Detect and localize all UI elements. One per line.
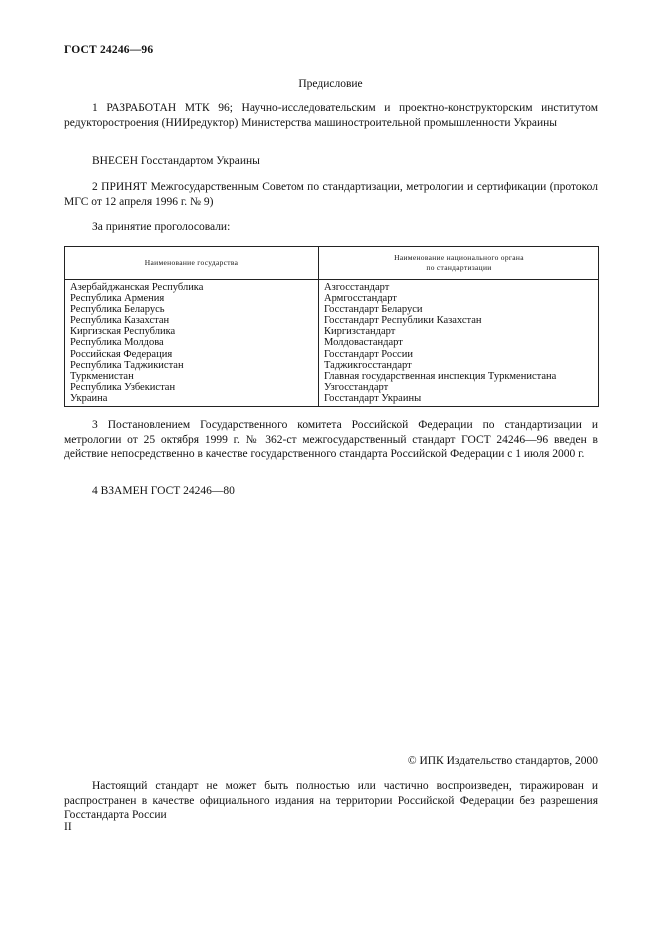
state-cell: Азербайджанская Республика xyxy=(70,282,204,293)
table-header-divider xyxy=(65,279,598,280)
national-body-cell: Госстандарт Республики Казахстан xyxy=(324,315,482,327)
introduced-by: ВНЕСЕН Госстандартом Украины xyxy=(92,155,260,167)
reproduction-notice: Настоящий стандарт не может быть полностью или частично воспроизведен, тиражирован и распространен в качестве официального издания на территории Российской Федерации без разрешения Госстандарта России xyxy=(64,780,598,821)
section-title: Предисловие xyxy=(298,78,363,90)
voted-intro: За принятие проголосовали: xyxy=(92,221,231,233)
state-cell: Республика Беларусь xyxy=(70,304,165,316)
item-2-adopted: 2 ПРИНЯТ Межгосударственным Советом по стандартизации, метрологии и сертификации (протокол МГС от 12 апреля 1996 г. № 9) xyxy=(64,181,598,208)
national-body-cell: Госстандарт Беларуси xyxy=(324,304,423,316)
item-3-enacted: 3 Постановлением Государственного комитета Российской Федерации по стандартизации и метрологии от 25 октября 1999 г. № 362-ст межгосударственный стандарт ГОСТ 24246—96 введен в действие непосредственно в качестве государственного стандарта Российской Федерации с 1 июля 2000 г. xyxy=(64,419,598,460)
national-body-cell: Узгосстандарт xyxy=(324,381,389,393)
state-cell: Киргизская Республика xyxy=(70,326,176,338)
table-header-state xyxy=(65,247,318,279)
national-body-cell: Азгосстандарт xyxy=(324,282,390,293)
national-body-column xyxy=(324,282,596,404)
table-header-body-line1: Наименование национального органа xyxy=(394,253,524,262)
state-cell: Республика Таджикистан xyxy=(70,359,184,371)
page-number: II xyxy=(64,821,72,833)
national-body-cell: Госстандарт России xyxy=(324,348,413,360)
state-cell: Украина xyxy=(70,392,108,404)
table-header-body-line2: по стандартизации xyxy=(426,263,492,272)
state-cell: Российская Федерация xyxy=(70,348,173,360)
state-cell: Республика Узбекистан xyxy=(70,381,176,393)
national-body-cell: Таджикгосстандарт xyxy=(324,359,412,371)
national-body-cell: Киргизстандарт xyxy=(324,326,396,338)
national-body-cell: Госстандарт Украины xyxy=(324,392,422,404)
national-body-cell: Главная государственная инспекция Туркменистана xyxy=(324,370,557,382)
item-1-developed: 1 РАЗРАБОТАН МТК 96; Научно-исследовательским и проектно-конструкторским институтом редукторостроения (НИИредуктор) Министерства машиностроительной промышленности Украины xyxy=(64,102,598,129)
state-cell: Республика Армения xyxy=(70,293,165,305)
table-header-state-text: Наименование государства xyxy=(144,258,239,267)
copyright-notice: © ИПК Издательство стандартов, 2000 xyxy=(407,755,598,767)
document-code: ГОСТ 24246—96 xyxy=(64,44,154,56)
state-cell: Туркменистан xyxy=(70,370,134,382)
table-header-national-body xyxy=(319,247,599,279)
state-column xyxy=(70,282,315,404)
voting-table xyxy=(64,246,599,407)
national-body-cell: Молдовастандарт xyxy=(324,337,403,349)
state-cell: Республика Молдова xyxy=(70,337,164,349)
national-body-cell: Армгосстандарт xyxy=(324,293,397,305)
state-cell: Республика Казахстан xyxy=(70,315,170,327)
item-4-replaces: 4 ВЗАМЕН ГОСТ 24246—80 xyxy=(92,485,235,497)
